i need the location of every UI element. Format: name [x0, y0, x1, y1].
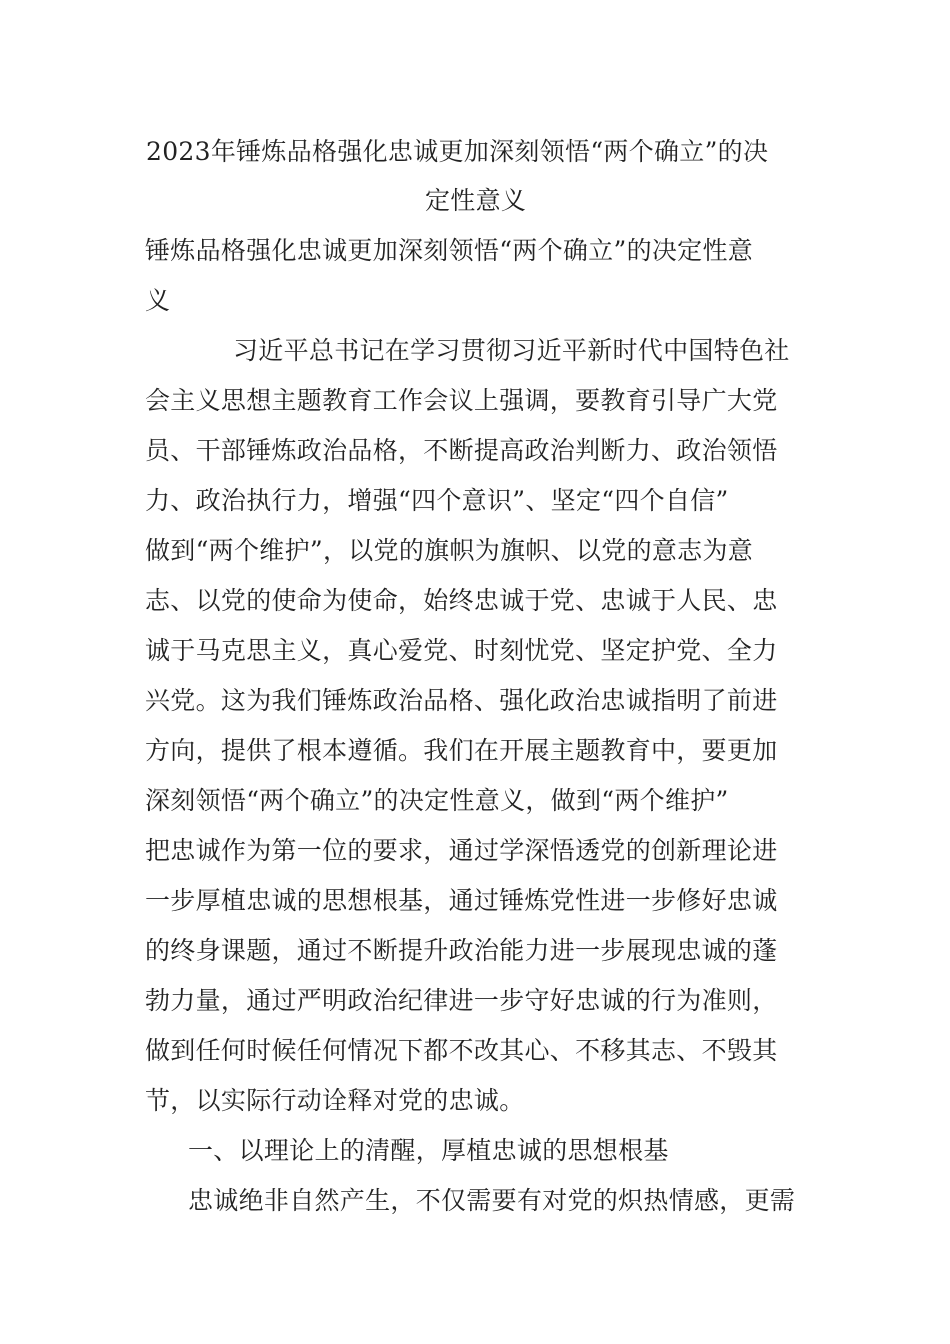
- section-body-line: 忠诚绝非自然产生，不仅需要有对党的炽热情感，更需: [188, 1186, 796, 1215]
- body-paragraph-line: 习近平总书记在学习贯彻习近平新时代中国特色社: [233, 336, 790, 365]
- section-heading: 一、以理论上的清醒，厚植忠诚的思想根基: [188, 1136, 669, 1165]
- body-paragraph-line: 节，以实际行动诠释对党的忠诚。: [145, 1086, 525, 1115]
- body-paragraph-line: 力、政治执行力，增强“四个意识”、坚定“四个自信”: [145, 486, 729, 515]
- body-paragraph-line: 深刻领悟“两个确立”的决定性意义，做到“两个维护”: [145, 786, 729, 815]
- body-paragraph-line: 做到“两个维护”，以党的旗帜为旗帜、以党的意志为意: [145, 536, 754, 565]
- document-subtitle-line-1: 锤炼品格强化忠诚更加深刻领悟“两个确立”的决定性意: [145, 236, 754, 265]
- body-paragraph-line: 勃力量，通过严明政治纪律进一步守好忠诚的行为准则，: [145, 986, 778, 1015]
- body-paragraph-line: 会主义思想主题教育工作会议上强调，要教育引导广大党: [145, 386, 778, 415]
- body-paragraph-line: 方向，提供了根本遵循。我们在开展主题教育中，要更加: [145, 736, 778, 765]
- body-paragraph-line: 诚于马克思主义，真心爱党、时刻忧党、坚定护党、全力: [145, 636, 778, 665]
- body-paragraph-line: 志、以党的使命为使命，始终忠诚于党、忠诚于人民、忠: [145, 586, 778, 615]
- body-paragraph-line: 员、干部锤炼政治品格，不断提高政治判断力、政治领悟: [145, 436, 778, 465]
- body-paragraph-line: 做到任何时候任何情况下都不改其心、不移其志、不毁其: [145, 1036, 778, 1065]
- body-paragraph-line: 兴党。这为我们锤炼政治品格、强化政治忠诚指明了前进: [145, 686, 778, 715]
- body-paragraph-line: 的终身课题，通过不断提升政治能力进一步展现忠诚的蓬: [145, 936, 778, 965]
- document-subtitle-line-2: 义: [145, 286, 171, 315]
- document-title-line-1: 2023年锤炼品格强化忠诚更加深刻领悟“两个确立”的决: [146, 137, 769, 166]
- document-title-line-2: 定性意义: [425, 186, 527, 215]
- body-paragraph-line: 一步厚植忠诚的思想根基，通过锤炼党性进一步修好忠诚: [145, 886, 778, 915]
- body-paragraph-line: 把忠诚作为第一位的要求，通过学深悟透党的创新理论进: [145, 836, 778, 865]
